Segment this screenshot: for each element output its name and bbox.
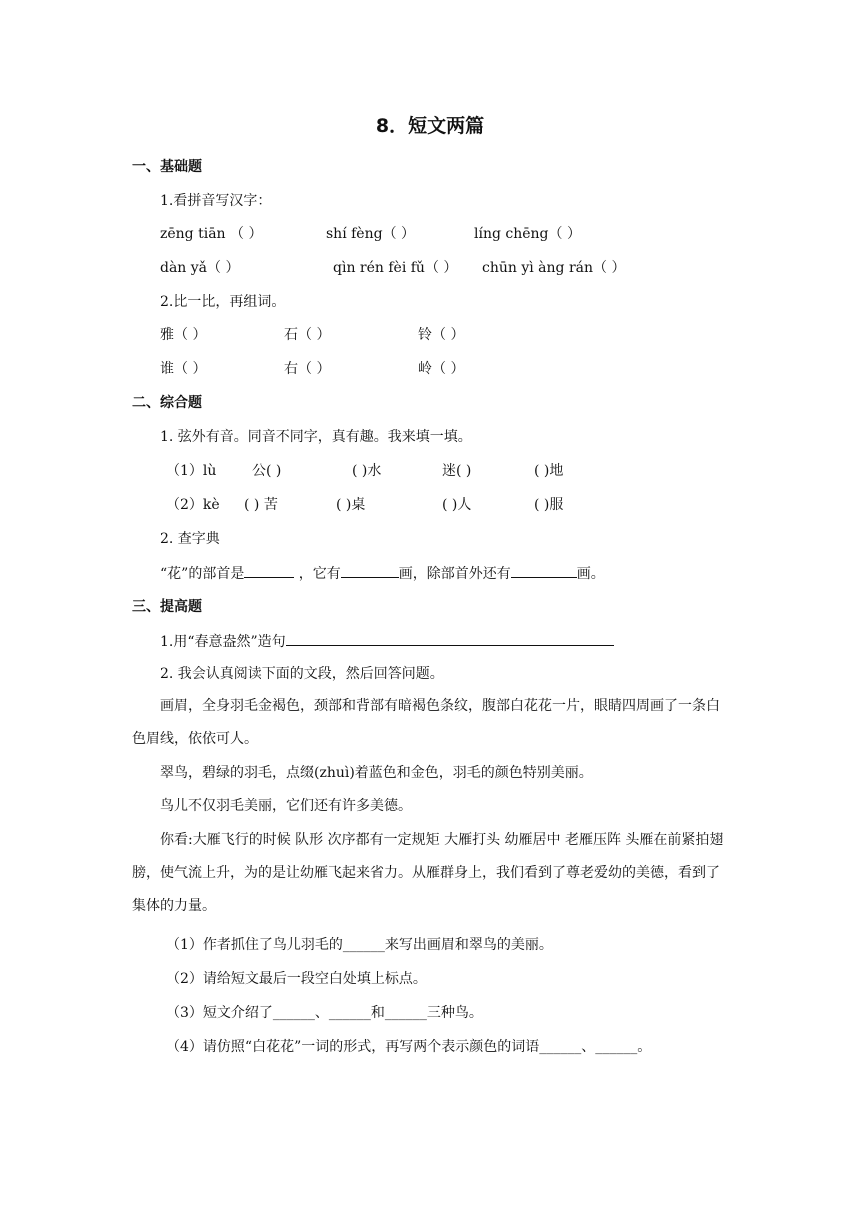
compare-item: 岭（ ）: [418, 361, 465, 377]
pinyin-item: zēng tiān （ ）: [160, 226, 263, 242]
homophone-blank: ( )水: [352, 463, 382, 479]
sentence-question: [160, 631, 614, 652]
dictionary-text: ，它有: [298, 566, 341, 582]
section-heading-basic: 一、基础题: [132, 159, 202, 175]
compare-row-1: [160, 325, 660, 345]
question-1-prompt: 1. 弦外有音。同音不同字，真有趣。我来填一填。: [160, 429, 472, 445]
pinyin-row-1: [160, 224, 760, 244]
dictionary-text: “花”的部首是: [160, 566, 245, 582]
question-2-prompt: 2.比一比，再组词。: [160, 294, 286, 310]
compare-item: 石（ ）: [284, 327, 331, 343]
homophone-blank: ( )桌: [336, 497, 366, 513]
section-heading-advanced: 三、提高题: [132, 599, 202, 615]
dictionary-text: 画，除部首外还有: [398, 566, 511, 582]
reading-prompt: 2. 我会认真阅读下面的文段，然后回答问题。: [160, 666, 444, 682]
homophone-label: （2）kè: [166, 497, 220, 513]
sub-question-4: （4）请仿照“白花花”一词的形式，再写两个表示颜色的词语______、______。: [166, 1039, 652, 1055]
sub-question-3: （3）短文介绍了______、______和______三种鸟。: [166, 1005, 483, 1021]
homophone-blank: 迷( ): [442, 463, 472, 479]
homophone-blank: ( ) 苦: [244, 497, 278, 513]
compare-item: 谁（ ）: [160, 361, 207, 377]
passage-paragraph-4: 你看:大雁飞行的时候 队形 次序都有一定规矩 大雁打头 幼雁居中 老雁压阵 头雁在前紧拍翅膀，使气流上升，为的是让幼雁飞起来省力。从雁群身上，我们看到了尊老爱幼的美德，看到了集体的力量。: [132, 832, 724, 914]
section-heading-comprehensive: 二、综合题: [132, 395, 202, 411]
compare-item: 铃（ ）: [418, 327, 465, 343]
homophone-blank: 公( ): [252, 463, 282, 479]
question-1-prompt: 1.看拼音写汉字：: [160, 193, 272, 209]
answer-blank[interactable]: [341, 563, 399, 578]
passage-paragraph-3: 鸟儿不仅羽毛美丽，它们还有许多美德。: [160, 798, 412, 814]
compare-row-2: [160, 359, 660, 379]
question-2-prompt: 2. 查字典: [160, 531, 220, 547]
compare-item: 雅（ ）: [160, 327, 207, 343]
homophone-row-1: [166, 461, 726, 481]
passage-paragraph-1: 画眉，全身羽毛金褐色，颈部和背部有暗褐色条纹，腹部白花花一片，眼睛四周画了一条白色眉线，依依可人。: [132, 698, 720, 747]
sub-question-2: （2）请给短文最后一段空白处填上标点。: [166, 971, 427, 987]
homophone-blank: ( )人: [442, 497, 472, 513]
homophone-blank: ( )服: [534, 497, 564, 513]
page-title: 8．短文两篇: [375, 115, 485, 137]
homophone-label: （1）lù: [166, 463, 217, 479]
answer-blank[interactable]: [511, 563, 577, 578]
sentence-prompt: 1.用“春意盎然”造句: [160, 634, 286, 650]
pinyin-item: dàn yǎ（ ）: [160, 260, 240, 276]
homophone-blank: ( )地: [534, 463, 564, 479]
dictionary-question: [160, 563, 605, 584]
answer-blank[interactable]: [244, 563, 294, 578]
answer-line[interactable]: [286, 631, 614, 646]
sub-question-1: （1）作者抓住了鸟儿羽毛的______来写出画眉和翠鸟的美丽。: [166, 937, 553, 953]
compare-item: 右（ ）: [284, 361, 331, 377]
pinyin-item: chūn yì àng rán（ ）: [482, 260, 626, 276]
pinyin-item: shí fèng（ ）: [326, 226, 416, 242]
pinyin-row-2: [160, 258, 760, 278]
pinyin-item: líng chēng（ ）: [474, 226, 581, 242]
passage-paragraph-2: 翠鸟，碧绿的羽毛，点缀(zhuì)着蓝色和金色，羽毛的颜色特别美丽。: [160, 765, 593, 781]
pinyin-item: qìn rén fèi fǔ（ ）: [333, 260, 458, 276]
homophone-row-2: [166, 495, 726, 515]
dictionary-text: 画。: [576, 566, 605, 582]
